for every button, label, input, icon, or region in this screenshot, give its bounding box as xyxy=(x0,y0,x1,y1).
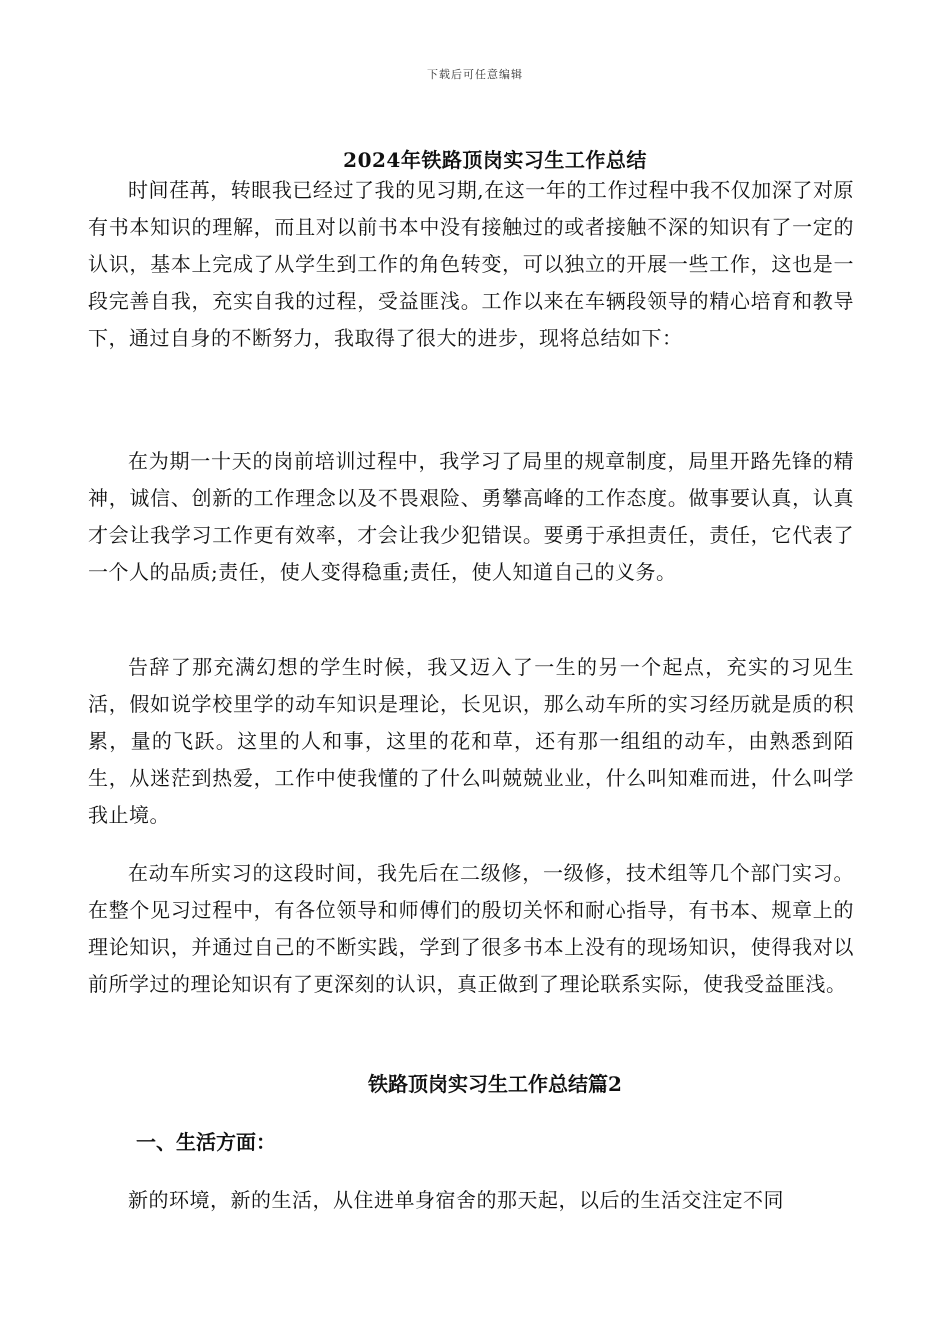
paragraph-1: 时间荏苒，转眼我已经过了我的见习期,在这一年的工作过程中我不仅加深了对原有书本知识的理解，而且对以前书本中没有接触过的或者接触不深的知识有了一定的认识，基本上完成了从学生到工作的角色转变，可以独立的开展一些工作，这也是一段完善自我，充实自我的过程，受益匪浅。工作以来在车辆段领导的精心培育和教导下，通过自身的不断努力，我取得了很大的进步，现将总结如下： xyxy=(88,178,854,350)
section-2-title: 铁路顶岗实习生工作总结篇2 xyxy=(368,1072,622,1096)
document-title: 2024年铁路顶岗实习生工作总结 xyxy=(343,148,647,172)
paragraph-3: 告辞了那充满幻想的学生时候，我又迈入了一生的另一个起点，充实的习见生活，假如说学校里学的动车知识是理论，长见识，那么动车所的实习经历就是质的积累，量的飞跃。这里的人和事，这里的花和草，还有那一组组的动车，由熟悉到陌生，从迷茫到热爱，工作中使我懂的了什么叫兢兢业业，什么叫知难而进，什么叫学我止境。 xyxy=(88,655,854,827)
page-header-note: 下载后可任意编辑 xyxy=(427,68,523,81)
paragraph-5-partial: 新的环境，新的生活，从住进单身宿舍的那天起，以后的生活交注定不同 xyxy=(128,1188,784,1212)
paragraph-4: 在动车所实习的这段时间，我先后在二级修，一级修，技术组等几个部门实习。在整个见习过程中，有各位领导和师傅们的殷切关怀和耐心指导，有书本、规章上的理论知识，并通过自己的不断实践，学到了很多书本上没有的现场知识，使得我对以前所学过的理论知识有了更深刻的认识，真正做到了理论联系实际，使我受益匪浅。 xyxy=(88,861,854,996)
paragraph-2: 在为期一十天的岗前培训过程中，我学习了局里的规章制度，局里开路先锋的精神，诚信、创新的工作理念以及不畏艰险、勇攀高峰的工作态度。做事要认真，认真才会让我学习工作更有效率，才会让我少犯错误。要勇于承担责任，责任，它代表了一个人的品质;责任，使人变得稳重;责任，使人知道自己的义务。 xyxy=(88,449,854,584)
subsection-heading-life: 一、生活方面： xyxy=(136,1130,276,1154)
